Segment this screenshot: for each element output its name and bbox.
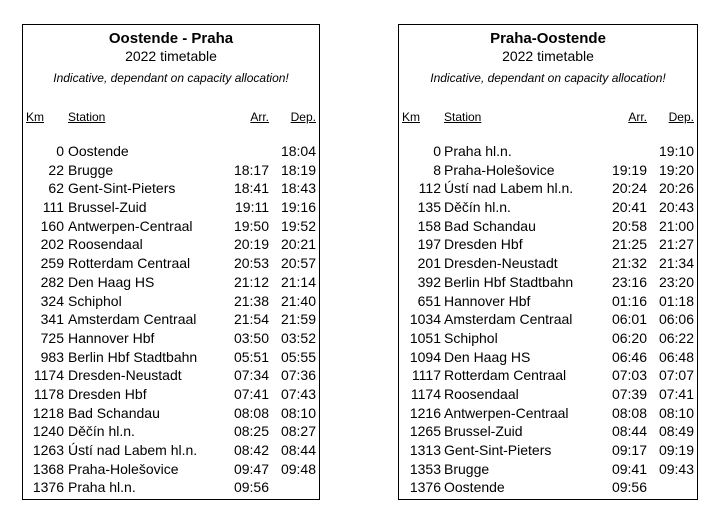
km-cell: 1265: [409, 423, 441, 440]
arrival-cell: 08:44: [611, 423, 647, 440]
table-row: [23, 441, 319, 460]
station-cell: Dresden Hbf: [68, 385, 147, 402]
station-cell: Antwerpen-Centraal: [68, 217, 193, 234]
km-cell: 158: [417, 217, 441, 234]
arrival-cell: 07:41: [233, 385, 269, 402]
arrival-cell: 23:16: [611, 273, 647, 290]
station-cell: Ústí nad Labem hl.n.: [444, 180, 574, 197]
arrival-cell: 08:25: [233, 423, 269, 440]
arrival-cell: 07:34: [233, 367, 269, 384]
arrival-cell: 19:19: [611, 161, 647, 178]
station-cell: Amsterdam Centraal: [68, 311, 197, 328]
arrival-header: Arr.: [250, 110, 269, 124]
departure-cell: 21:34: [658, 255, 694, 272]
arrival-cell: 07:39: [611, 385, 647, 402]
station-cell: Praha hl.n.: [68, 479, 136, 496]
departure-cell: 21:00: [658, 217, 694, 234]
table-row: [399, 273, 697, 292]
station-cell: Brussel-Zuid: [444, 423, 523, 440]
departure-cell: 08:27: [280, 423, 316, 440]
station-cell: Berlin Hbf Stadtbahn: [444, 273, 574, 290]
km-cell: 1216: [409, 404, 441, 421]
km-cell: 1174: [410, 385, 441, 402]
table-row: [23, 385, 319, 404]
table-row: [23, 254, 319, 273]
km-cell: 324: [40, 292, 64, 309]
arrival-cell: 21:38: [233, 292, 269, 309]
table-row: [399, 329, 697, 348]
station-cell: Brussel-Zuid: [68, 199, 147, 216]
arrival-cell: 21:32: [611, 255, 647, 272]
table-row: [399, 366, 697, 385]
table-row: [23, 273, 319, 292]
station-cell: Děčín hl.n.: [444, 199, 511, 216]
km-cell: 1178: [33, 385, 64, 402]
station-cell: Den Haag HS: [444, 348, 531, 365]
arrival-cell: 06:01: [611, 311, 647, 328]
table-row: [399, 292, 697, 311]
table-row: [399, 198, 697, 217]
table-row: [23, 329, 319, 348]
station-cell: Gent-Sint-Pieters: [444, 442, 552, 458]
table-row: [23, 217, 319, 236]
departure-cell: 20:21: [280, 236, 316, 253]
departure-cell: 09:19: [658, 442, 694, 458]
station-cell: Brugge: [444, 460, 490, 477]
departure-cell: 21:59: [280, 311, 316, 328]
arrival-cell: 18:17: [233, 161, 269, 178]
table-row: [23, 422, 319, 441]
station-cell: Roosendaal: [68, 236, 143, 253]
departure-cell: 19:52: [280, 217, 316, 234]
km-cell: 202: [40, 236, 64, 253]
km-cell: 1034: [409, 311, 441, 328]
arrival-cell: 08:42: [233, 442, 269, 458]
arrival-cell: 19:50: [233, 217, 269, 234]
km-cell: 1353: [409, 460, 441, 477]
table-row: [399, 404, 697, 423]
departure-cell: 20:26: [658, 180, 694, 197]
timetable-rows: [399, 142, 697, 497]
departure-cell: 09:43: [658, 460, 694, 477]
km-cell: 22: [48, 161, 64, 178]
departure-cell: 20:57: [280, 255, 316, 272]
arrival-cell: 19:11: [235, 199, 269, 216]
station-cell: Den Haag HS: [68, 273, 155, 290]
departure-cell: 19:16: [280, 199, 316, 216]
arrival-cell: 21:12: [233, 273, 269, 290]
station-cell: Dresden-Neustadt: [68, 367, 182, 384]
arrival-cell: 18:41: [233, 180, 269, 197]
arrival-cell: 01:16: [611, 292, 647, 309]
arrival-cell: 20:53: [233, 255, 269, 272]
departure-cell: 18:04: [280, 143, 316, 159]
km-cell: 8: [433, 161, 441, 178]
km-cell: 1313: [409, 442, 441, 458]
km-cell: 1240: [32, 423, 64, 440]
km-cell: 1376: [409, 479, 441, 496]
table-row: [23, 161, 319, 180]
km-cell: 201: [417, 255, 441, 272]
arrival-cell: 06:46: [611, 348, 647, 365]
departure-cell: 08:44: [280, 442, 316, 458]
departure-cell: 07:43: [280, 385, 316, 402]
timetable-note: Indicative, dependant on capacity allocation!: [53, 71, 289, 85]
station-cell: Hannover Hbf: [444, 292, 531, 309]
km-cell: 983: [40, 348, 64, 365]
station-cell: Berlin Hbf Stadtbahn: [68, 348, 198, 365]
table-row: [23, 142, 319, 161]
km-cell: 1094: [409, 348, 441, 365]
departure-cell: 19:10: [658, 143, 694, 159]
table-row: [23, 348, 319, 367]
km-cell: 1376: [32, 479, 64, 496]
arrival-cell: 05:51: [233, 348, 269, 365]
departure-cell: 06:06: [658, 311, 694, 328]
departure-cell: 09:48: [280, 460, 316, 477]
station-header: Station: [444, 110, 482, 124]
arrival-cell: 07:03: [611, 367, 647, 384]
table-row: [399, 254, 697, 273]
km-cell: 197: [417, 236, 441, 253]
arrival-cell: 21:25: [611, 236, 647, 253]
station-cell: Děčín hl.n.: [68, 423, 135, 440]
km-cell: 160: [40, 217, 64, 234]
station-header: Station: [68, 110, 106, 124]
km-cell: 1368: [32, 460, 64, 477]
station-cell: Praha hl.n.: [444, 143, 512, 159]
table-row: [399, 310, 697, 329]
station-cell: Praha-Holešovice: [444, 161, 555, 178]
station-cell: Antwerpen-Centraal: [444, 404, 569, 421]
km-cell: 111: [42, 199, 64, 216]
station-cell: Gent-Sint-Pieters: [68, 180, 176, 197]
departure-cell: 06:48: [658, 348, 694, 365]
departure-cell: 18:19: [280, 161, 316, 178]
station-cell: Amsterdam Centraal: [444, 311, 573, 328]
departure-cell: 01:18: [658, 292, 694, 309]
departure-cell: 18:43: [280, 180, 316, 197]
km-header: Km: [26, 110, 44, 124]
table-row: [399, 348, 697, 367]
table-row: [399, 385, 697, 404]
departure-cell: 21:14: [280, 273, 316, 290]
timetable-subtitle: 2022 timetable: [125, 48, 217, 64]
km-cell: 392: [417, 273, 441, 290]
departure-header: Dep.: [668, 110, 694, 124]
station-cell: Brugge: [68, 161, 114, 178]
arrival-cell: 06:20: [611, 329, 647, 346]
station-cell: Dresden Hbf: [444, 236, 523, 253]
arrival-cell: 09:17: [611, 442, 647, 458]
station-cell: Bad Schandau: [444, 217, 536, 234]
departure-cell: 21:27: [658, 236, 694, 253]
km-cell: 725: [40, 329, 64, 346]
arrival-cell: 09:56: [611, 479, 647, 496]
arrival-cell: 20:41: [611, 199, 647, 216]
table-row: [23, 198, 319, 217]
km-cell: 341: [40, 311, 64, 328]
table-row: [23, 404, 319, 423]
station-cell: Praha-Holešovice: [68, 460, 179, 477]
table-row: [399, 441, 697, 460]
departure-cell: 08:10: [280, 404, 316, 421]
timetable-rows: [23, 142, 319, 497]
timetable-oostende-praha: [22, 24, 320, 500]
km-cell: 259: [40, 255, 64, 272]
km-cell: 112: [418, 180, 441, 197]
km-cell: 651: [417, 292, 441, 309]
km-cell: 135: [417, 199, 441, 216]
km-cell: 1174: [33, 367, 64, 384]
station-cell: Schiphol: [68, 292, 122, 309]
arrival-cell: 08:08: [233, 404, 269, 421]
station-cell: Oostende: [68, 143, 129, 159]
table-row: [399, 161, 697, 180]
departure-cell: 07:07: [658, 367, 694, 384]
km-cell: 62: [48, 180, 64, 197]
arrival-cell: 21:54: [233, 311, 269, 328]
arrival-cell: 08:08: [611, 404, 647, 421]
km-cell: 1117: [411, 367, 441, 384]
departure-cell: 03:52: [280, 329, 316, 346]
timetable-title: Oostende - Praha: [108, 30, 234, 47]
departure-header: Dep.: [290, 110, 316, 124]
departure-cell: 23:20: [658, 273, 694, 290]
table-row: [23, 310, 319, 329]
station-cell: Hannover Hbf: [68, 329, 155, 346]
table-row: [399, 422, 697, 441]
table-row: [399, 235, 697, 254]
arrival-header: Arr.: [628, 110, 647, 124]
departure-cell: 19:20: [658, 161, 694, 178]
departure-cell: 08:49: [658, 423, 694, 440]
departure-cell: 07:36: [280, 367, 316, 384]
station-cell: Roosendaal: [444, 385, 519, 402]
station-cell: Ústí nad Labem hl.n.: [68, 442, 198, 458]
table-row: [23, 292, 319, 311]
km-cell: 1263: [32, 442, 64, 458]
timetable-title: Praha-Oostende: [490, 30, 606, 47]
arrival-cell: 20:24: [611, 180, 647, 197]
table-row: [399, 217, 697, 236]
arrival-cell: 20:58: [611, 217, 647, 234]
table-row: [23, 179, 319, 198]
departure-cell: 07:41: [658, 385, 694, 402]
station-cell: Dresden-Neustadt: [444, 255, 558, 272]
table-row: [23, 478, 319, 497]
departure-cell: 21:40: [280, 292, 316, 309]
table-row: [399, 142, 697, 161]
station-cell: Oostende: [444, 479, 505, 496]
timetable-subtitle: 2022 timetable: [502, 48, 594, 64]
table-row: [23, 460, 319, 479]
table-row: [23, 235, 319, 254]
arrival-cell: 03:50: [233, 329, 269, 346]
km-header: Km: [402, 110, 420, 124]
departure-cell: 20:43: [658, 199, 694, 216]
km-cell: 1051: [409, 329, 441, 346]
station-cell: Bad Schandau: [68, 404, 160, 421]
km-cell: 1218: [32, 404, 64, 421]
km-cell: 282: [40, 273, 64, 290]
departure-cell: 05:55: [280, 348, 316, 365]
table-row: [399, 478, 697, 497]
station-cell: Rotterdam Centraal: [68, 255, 191, 272]
station-cell: Rotterdam Centraal: [444, 367, 567, 384]
departure-cell: 08:10: [658, 404, 694, 421]
arrival-cell: 20:19: [233, 236, 269, 253]
arrival-cell: 09:41: [611, 460, 647, 477]
timetable-note: Indicative, dependant on capacity allocation!: [430, 71, 666, 85]
table-row: [23, 366, 319, 385]
km-cell: 0: [433, 143, 441, 159]
arrival-cell: 09:47: [233, 460, 269, 477]
km-cell: 0: [56, 143, 64, 159]
table-row: [399, 460, 697, 479]
station-cell: Schiphol: [444, 329, 498, 346]
arrival-cell: 09:56: [233, 479, 269, 496]
timetable-praha-oostende: [398, 24, 698, 500]
table-row: [399, 179, 697, 198]
departure-cell: 06:22: [658, 329, 694, 346]
